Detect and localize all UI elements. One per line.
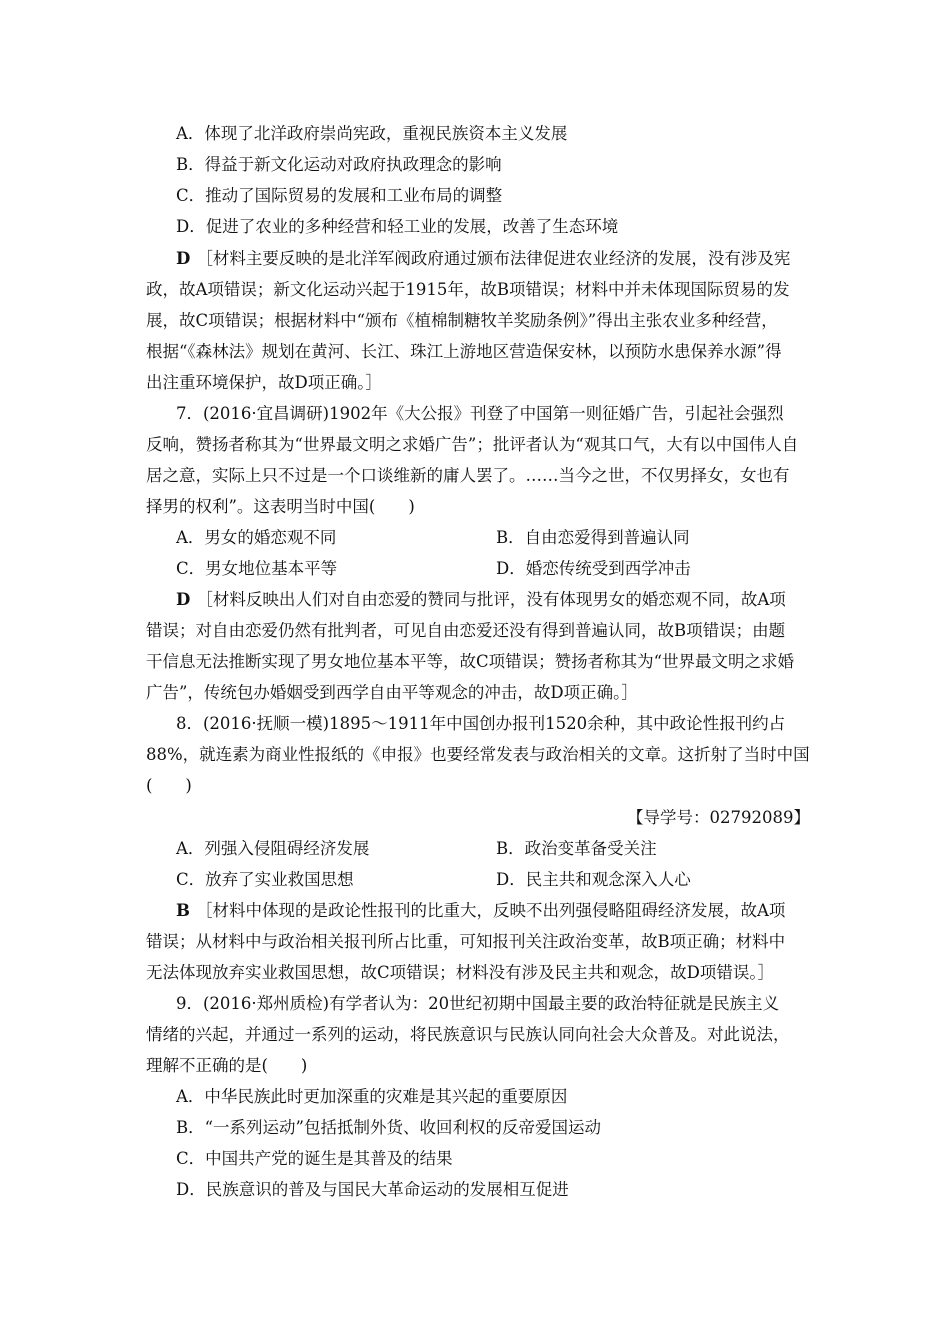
q7-explanation-line: 广告”，传统包办婚姻受到西学自由平等观念的冲击，故D项正确。］ — [146, 683, 638, 702]
q8-explanation-line: 无法体现放弃实业救国思想，故C项错误；材料没有涉及民主共和观念，故D项错误。］ — [146, 963, 775, 982]
q6-explanation-line: 展，故C项错误；根据材料中“颁布《植棉制糖牧羊奖励条例》”得出主张农业多种经营， — [146, 311, 778, 330]
q8-stem-line: 8．(2016·抚顺一模)1895～1911年中国创办报刊1520余种，其中政论性报刊约占 — [176, 714, 786, 733]
q7-explanation-line: D ［材料反映出人们对自由恋爱的赞同与批评，没有体现男女的婚恋观不同，故A项 — [176, 590, 786, 609]
q6-option-b: B．得益于新文化运动对政府执政理念的影响 — [176, 155, 502, 174]
q9-option-a: A．中华民族此时更加深重的灾难是其兴起的重要原因 — [176, 1087, 568, 1106]
q7-option-b: B．自由恋爱得到普遍认同 — [496, 528, 690, 547]
q7-stem-line: 7．(2016·宜昌调研)1902年《大公报》刊登了中国第一则征婚广告，引起社会强烈 — [176, 404, 784, 423]
q9-option-c: C．中国共产党的诞生是其普及的结果 — [176, 1149, 453, 1168]
q8-answer: B — [176, 901, 190, 920]
q6-option-c: C．推动了国际贸易的发展和工业布局的调整 — [176, 186, 503, 205]
q6-explanation-line: 根据“《森林法》规划在黄河、长江、珠江上游地区营造保安林，以预防水患保养水源”得 — [146, 342, 782, 361]
guide-number: 【导学号：02792089】 — [627, 808, 810, 827]
q8-option-b: B．政治变革备受关注 — [496, 839, 657, 858]
q7-explanation-line: 干信息无法推断实现了男女地位基本平等，故C项错误；赞扬者称其为“世界最文明之求婚 — [146, 652, 795, 671]
q7-answer: D — [176, 590, 191, 609]
q6-option-a: A．体现了北洋政府崇尚宪政，重视民族资本主义发展 — [176, 124, 568, 143]
q8-option-c: C．放弃了实业救国思想 — [176, 870, 354, 889]
q6-explanation-line: D ［材料主要反映的是北洋军阀政府通过颁布法律促进农业经济的发展，没有涉及宪 — [176, 249, 791, 268]
q9-stem-line: 理解不正确的是( ) — [146, 1056, 308, 1075]
q6-explanation-line: 政，故A项错误；新文化运动兴起于1915年，故B项错误；材料中并未体现国际贸易的发 — [146, 280, 790, 299]
q6-explanation-line: 出注重环境保护，故D项正确。］ — [146, 373, 382, 392]
q6-answer: D — [176, 249, 191, 268]
q7-option-d: D．婚恋传统受到西学冲击 — [496, 559, 691, 578]
q7-option-c: C．男女地位基本平等 — [176, 559, 338, 578]
q9-option-b: B．“一系列运动”包括抵制外货、收回利权的反帝爱国运动 — [176, 1118, 601, 1137]
q9-option-d: D．民族意识的普及与国民大革命运动的发展相互促进 — [176, 1180, 569, 1199]
q8-explanation-line: B ［材料中体现的是政论性报刊的比重大，反映不出列强侵略阻碍经济发展，故A项 — [176, 901, 786, 920]
q7-option-a: A．男女的婚恋观不同 — [176, 528, 337, 547]
q6-option-d: D．促进了农业的多种经营和轻工业的发展，改善了生态环境 — [176, 217, 619, 236]
q8-stem-line: 88%，就连素为商业性报纸的《申报》也要经常发表与政治相关的文章。这折射了当时中国 — [146, 745, 810, 764]
q7-stem-line: 反响，赞扬者称其为“世界最文明之求婚广告”；批评者认为“观其口气，大有以中国伟人自 — [146, 435, 799, 454]
q9-stem-line: 情绪的兴起，并通过一系列的运动，将民族意识与民族认同向社会大众普及。对此说法， — [146, 1025, 790, 1044]
q8-option-a: A．列强入侵阻碍经济发展 — [176, 839, 370, 858]
q7-explanation-line: 错误；对自由恋爱仍然有批判者，可见自由恋爱还没有得到普遍认同，故B项错误；由题 — [146, 621, 786, 640]
q8-option-d: D．民主共和观念深入人心 — [496, 870, 691, 889]
q9-stem-line: 9．(2016·郑州质检)有学者认为：20世纪初期中国最主要的政治特征就是民族主义 — [176, 994, 780, 1013]
q7-stem-line: 居之意，实际上只不过是一个口谈维新的庸人罢了。……当今之世，不仅男择女，女也有 — [146, 466, 790, 485]
q7-stem-line: 择男的权利”。这表明当时中国( ) — [146, 497, 415, 516]
q8-stem-line: ( ) — [146, 776, 192, 795]
q8-explanation-line: 错误；从材料中与政治相关报刊所占比重，可知报刊关注政治变革，故B项正确；材料中 — [146, 932, 786, 951]
